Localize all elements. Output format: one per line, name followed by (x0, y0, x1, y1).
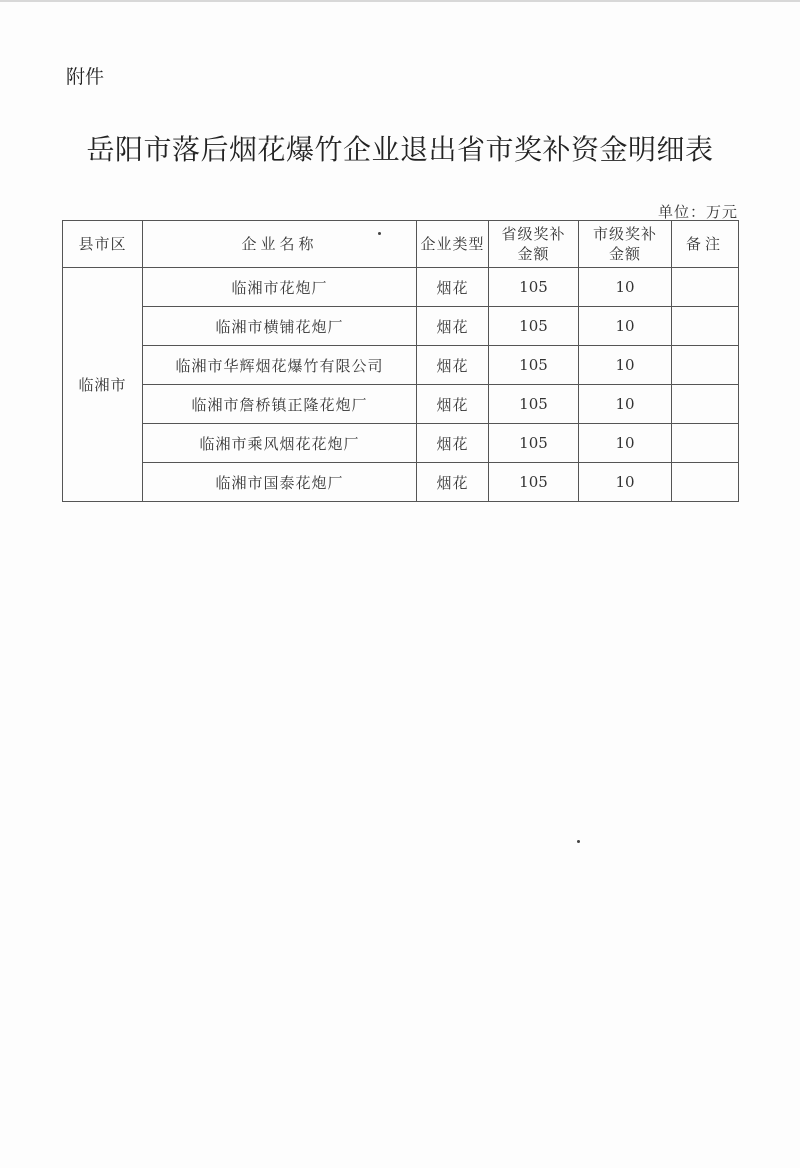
table-row (63, 307, 739, 346)
subsidy-detail-table (62, 220, 739, 502)
type-cell: 烟花 (417, 385, 489, 424)
provincial-amount-cell: 105 (489, 424, 579, 463)
type-cell: 烟花 (417, 307, 489, 346)
scan-speck (577, 840, 580, 843)
document-title: 岳阳市落后烟花爆竹企业退出省市奖补资金明细表 (86, 133, 714, 166)
table-row (63, 463, 739, 502)
scan-edge (0, 0, 800, 2)
attachment-label: 附件 (66, 66, 105, 88)
type-cell: 烟花 (417, 463, 489, 502)
city-amount-cell: 10 (579, 268, 672, 307)
header-type: 企业类型 (417, 221, 489, 268)
type-cell: 烟花 (417, 424, 489, 463)
city-amount-cell: 10 (579, 346, 672, 385)
header-city-line2: 金额 (608, 245, 641, 263)
header-provincial (489, 221, 579, 268)
company-cell: 临湘市花炮厂 (143, 268, 417, 307)
provincial-amount-cell: 105 (489, 268, 579, 307)
header-city (579, 221, 672, 268)
city-amount-cell: 10 (579, 424, 672, 463)
header-provincial-line1: 省级奖补 (501, 225, 566, 243)
city-amount-cell: 10 (579, 307, 672, 346)
header-county: 县市区 (63, 221, 143, 268)
type-cell: 烟花 (417, 346, 489, 385)
city-amount-cell: 10 (579, 463, 672, 502)
header-city-line1: 市级奖补 (592, 225, 657, 243)
remark-cell (672, 385, 739, 424)
remark-cell (672, 346, 739, 385)
remark-cell (672, 424, 739, 463)
company-cell: 临湘市华辉烟花爆竹有限公司 (143, 346, 417, 385)
company-cell: 临湘市横铺花炮厂 (143, 307, 417, 346)
table-row (63, 424, 739, 463)
provincial-amount-cell: 105 (489, 346, 579, 385)
provincial-amount-cell: 105 (489, 307, 579, 346)
remark-cell (672, 268, 739, 307)
table-header-row (63, 221, 739, 268)
header-provincial-line2: 金额 (517, 245, 550, 263)
company-cell: 临湘市乘风烟花花炮厂 (143, 424, 417, 463)
provincial-amount-cell: 105 (489, 385, 579, 424)
table-row (63, 385, 739, 424)
remark-cell (672, 463, 739, 502)
type-cell: 烟花 (417, 268, 489, 307)
header-company: 企业名称 (143, 221, 417, 268)
table-row (63, 346, 739, 385)
provincial-amount-cell: 105 (489, 463, 579, 502)
header-remark: 备注 (672, 221, 739, 268)
company-cell: 临湘市国泰花炮厂 (143, 463, 417, 502)
scan-speck (378, 232, 381, 235)
unit-label: 单位：万元 (657, 203, 738, 221)
county-cell: 临湘市 (63, 268, 143, 502)
remark-cell (672, 307, 739, 346)
company-cell: 临湘市詹桥镇正隆花炮厂 (143, 385, 417, 424)
city-amount-cell: 10 (579, 385, 672, 424)
table-row (63, 268, 739, 307)
